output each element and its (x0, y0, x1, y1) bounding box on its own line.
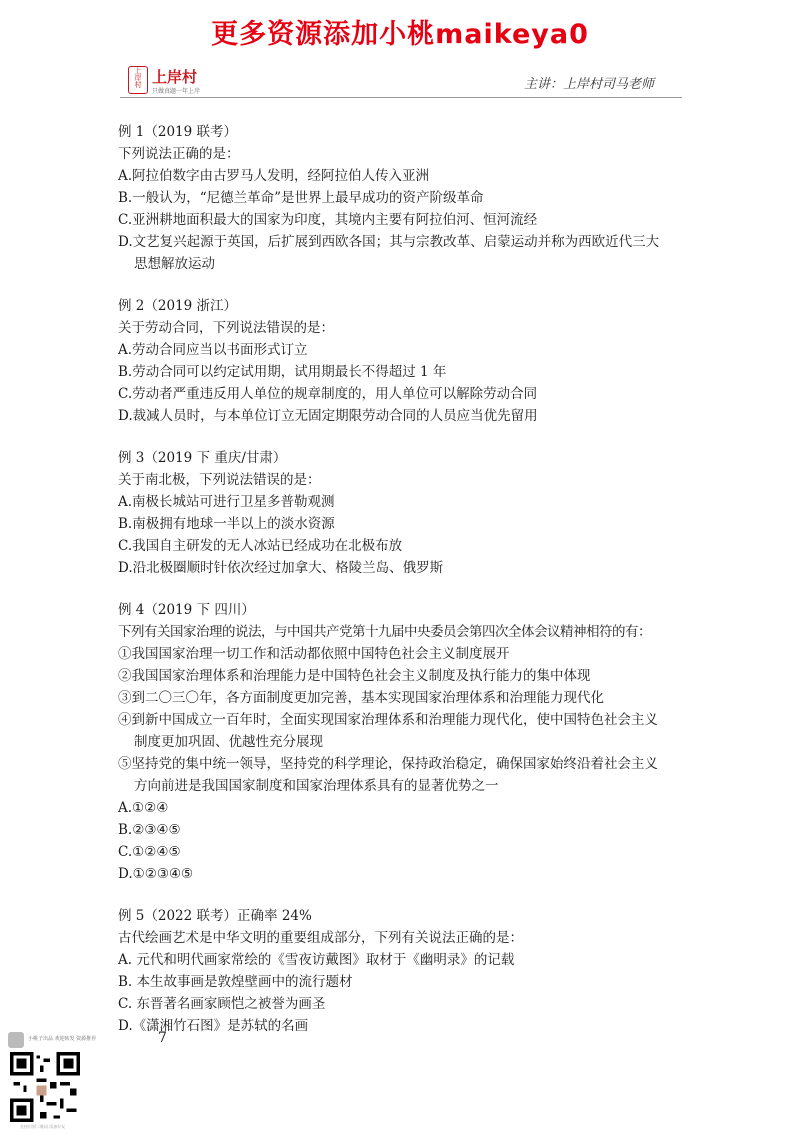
question-3 (118, 447, 698, 579)
question-title: 例 5（2022 联考）正确率 24% (118, 908, 312, 924)
option-c: C.亚洲耕地面积最大的国家为印度，其境内主要有阿拉伯河、恒河流经 (118, 212, 538, 228)
option-c: C.①②④⑤ (118, 844, 181, 860)
logo-name: 上岸村 (152, 68, 198, 86)
option-a: A. 元代和明代画家常绘的《雪夜访戴图》取材于《幽明录》的记载 (118, 952, 515, 968)
question-title: 例 2（2019 浙江） (118, 298, 238, 314)
question-title: 例 1（2019 联考） (118, 124, 238, 140)
question-2 (118, 295, 698, 427)
option-c: C.我国自主研发的无人冰站已经成功在北极布放 (118, 538, 403, 554)
question-stem: 下列有关国家治理的说法，与中国共产党第十九届中央委员会第四次全体会议精神相符的有： (118, 624, 651, 640)
promo-banner: 更多资源添加小桃maikeya0 (211, 19, 589, 50)
question-4 (118, 599, 698, 885)
option-d-continued: 思想解放运动 (134, 256, 215, 272)
option-d: D.《潇湘竹石图》是苏轼的名画 (118, 1018, 309, 1034)
option-b: B.劳动合同可以约定试用期，试用期最长不得超过 1 年 (118, 364, 447, 380)
statement-2: ②我国国家治理体系和治理能力是中国特色社会主义制度及执行能力的集中体现 (118, 668, 591, 684)
qr-code-icon[interactable] (10, 1052, 80, 1122)
option-c: C. 东晋著名画家顾恺之被誉为画圣 (118, 996, 326, 1012)
option-a: A.南极长城站可进行卫星多普勒观测 (118, 494, 335, 510)
logo-mark-text: 上岸村 (134, 67, 142, 88)
header-divider (120, 97, 682, 98)
statement-3: ③到二〇三〇年，各方面制度更加完善，基本实现国家治理体系和治理能力现代化 (118, 690, 604, 706)
lecturer-credit: 主讲：上岸村司马老师 (523, 77, 654, 92)
option-b: B.②③④⑤ (118, 822, 181, 838)
question-stem: 关于劳动合同，下列说法错误的是： (118, 320, 334, 336)
option-d: D.裁减人员时，与本单位订立无固定期限劳动合同的人员应当优先留用 (118, 408, 538, 424)
question-stem: 古代绘画艺术是中华文明的重要组成部分，下列有关说法正确的是： (118, 930, 523, 946)
question-list (118, 121, 698, 1057)
option-b: B.南极拥有地球一半以上的淡水资源 (118, 516, 335, 532)
statement-5: ⑤坚持党的集中统一领导，坚持党的科学理论，保持政治稳定，确保国家始终沿着社会主义 (118, 756, 658, 772)
option-a: A.①②④ (118, 800, 169, 816)
page-number: 7 (158, 1030, 167, 1046)
question-1 (118, 121, 698, 275)
option-b: B. 本生故事画是敦煌壁画中的流行题材 (118, 974, 353, 990)
statement-4-continued: 制度更加巩固、优越性充分展现 (134, 734, 323, 750)
question-stem: 下列说法正确的是： (118, 146, 240, 162)
question-stem: 关于南北极，下列说法错误的是： (118, 472, 321, 488)
option-d: D.文艺复兴起源于英国，后扩展到西欧各国；其与宗教改革、启蒙运动并称为西欧近代三大 (118, 234, 660, 250)
question-title: 例 4（2019 下 四川） (118, 602, 255, 618)
option-a: A.阿拉伯数字由古罗马人发明，经阿拉伯人传入亚洲 (118, 168, 430, 184)
logo-mark-icon (128, 66, 148, 94)
option-b: B.一般认为，“尼德兰革命”是世界上最早成功的资产阶级革命 (118, 190, 484, 206)
qr-caption: 小桃子出品 欢迎转发 资源推荐 (28, 1036, 97, 1042)
option-a: A.劳动合同应当以书面形式订立 (118, 342, 308, 358)
question-title: 例 3（2019 下 重庆/甘肃） (118, 450, 287, 466)
brand-logo (128, 66, 248, 98)
question-5 (118, 905, 698, 1037)
qr-promo (6, 1030, 126, 1130)
option-d: D.①②③④⑤ (118, 866, 194, 882)
logo-slogan: 只做真题一年上岸 (152, 88, 201, 95)
statement-1: ①我国国家治理一切工作和活动都依照中国特色社会主义制度展开 (118, 646, 510, 662)
statement-4: ④到新中国成立一百年时，全面实现国家治理体系和治理能力现代化，使中国特色社会主义 (118, 712, 658, 728)
option-d: D.沿北极圈顺时针依次经过加拿大、格陵兰岛、俄罗斯 (118, 560, 444, 576)
qr-footer: 长按识别二维码 添加好友 (20, 1124, 66, 1129)
statement-5-continued: 方向前进是我国国家制度和国家治理体系具有的显著优势之一 (134, 778, 499, 794)
option-c: C.劳动者严重违反用人单位的规章制度的，用人单位可以解除劳动合同 (118, 386, 538, 402)
avatar (8, 1032, 24, 1048)
